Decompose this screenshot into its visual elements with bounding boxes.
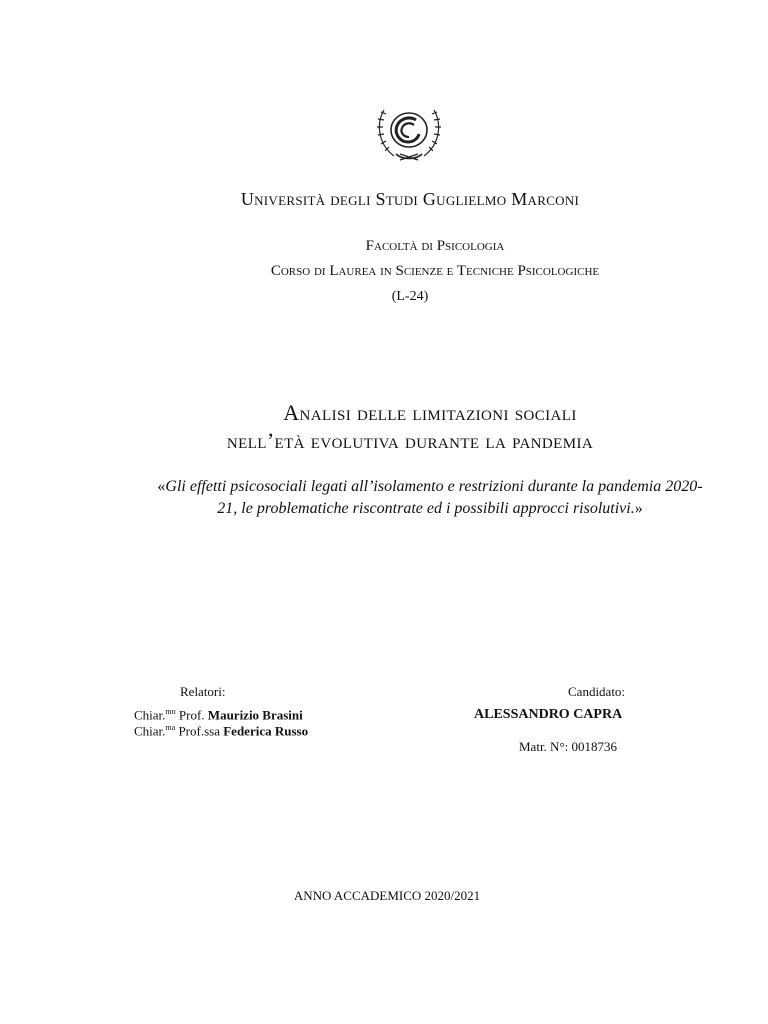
- matricola-number: Matr. N°: 0018736: [519, 739, 618, 754]
- supervisor-2-title: Prof.ssa: [175, 723, 224, 739]
- thesis-title-line-2: nell’età evolutiva durante la pandemia: [226, 428, 594, 453]
- university-seal-logo: [374, 100, 444, 164]
- subtitle-open-quote: «: [157, 478, 166, 495]
- supervisor-1-prefix: Chiar.: [134, 707, 166, 723]
- university-name: Università degli Studi Guglielmo Marconi: [240, 189, 580, 209]
- supervisor-1-sup: mo: [165, 707, 176, 716]
- candidate-label: Candidato:: [568, 684, 626, 699]
- subtitle-text: Gli effetti psicosociali legati all’isolamento e restrizioni durante la pandemia 2020-21, le problematiche riscontrate ed i possibili approcci risolutivi.: [165, 478, 703, 517]
- supervisor-2-prefix: Chiar.: [134, 723, 166, 739]
- supervisors-label: Relatori:: [180, 684, 226, 699]
- subtitle-close-quote: »: [634, 500, 643, 517]
- academic-year: ANNO ACCADEMICO 2020/2021: [293, 888, 481, 903]
- supervisor-1-title: Prof.: [175, 707, 208, 723]
- course-code: (L-24): [391, 289, 429, 304]
- course-name: Corso di Laurea in Scienze e Tecniche Psicologiche: [270, 263, 600, 279]
- candidate-name: ALESSANDRO CAPRA: [474, 707, 623, 722]
- supervisor-1-name: Maurizio Brasini: [207, 707, 303, 723]
- supervisor-1: [134, 707, 303, 723]
- supervisor-2-sup: ma: [165, 723, 176, 732]
- thesis-title-line-1: Analisi delle limitazioni sociali: [283, 400, 577, 425]
- thesis-subtitle: [150, 476, 710, 520]
- faculty-name: Facoltà di Psicologia: [365, 238, 505, 254]
- supervisor-2: [134, 723, 308, 739]
- supervisor-2-name: Federica Russo: [223, 723, 309, 739]
